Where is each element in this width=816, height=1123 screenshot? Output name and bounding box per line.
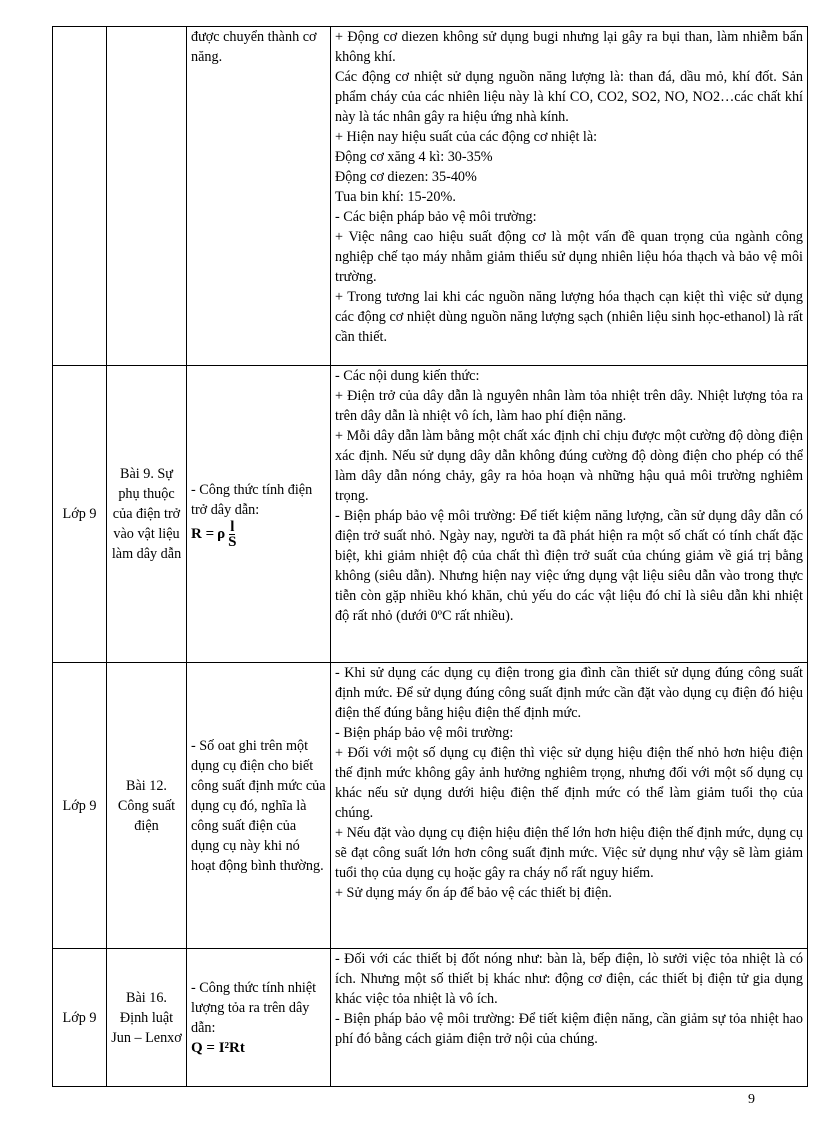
content-line: - Khi sử dụng các dụng cụ điện trong gia đình cần thiết sử dụng đúng công suất định mức. Để sử dụng đúng công suất định mức cần đặt vào dụng cụ điện đó hiệu điện thế đúng bằng hiệu điện thế định mức.	[335, 665, 803, 721]
content-line: - Biện pháp bảo vệ môi trường:	[335, 725, 514, 741]
content-line: + Hiện nay hiệu suất của các động cơ nhiệt là:	[335, 129, 598, 145]
content-line: + Trong tương lai khi các nguồn năng lượng hóa thạch cạn kiệt thì việc sử dụng các động cơ nhiệt dùng nguồn năng lượng sạch (nhiên liệu sinh học-ethanol) là rất cần thiết.	[335, 289, 803, 345]
content-line: - Các biện pháp bảo vệ môi trường:	[335, 209, 537, 225]
grade-cell: Lớp 9	[53, 949, 107, 1087]
content-line: - Các nội dung kiến thức:	[335, 368, 480, 384]
lesson-cell	[107, 27, 187, 366]
table-row	[53, 663, 808, 949]
lesson-cell: Bài 12. Công suất điện	[107, 663, 187, 949]
lesson-cell: Bài 16. Định luật Jun – Lenxơ	[107, 949, 187, 1087]
formula-rho: ρ	[217, 526, 226, 542]
content-line: + Mỗi dây dẫn làm bằng một chất xác định chỉ chịu được một cường độ dòng điện xác định. Nếu sử dụng dây dẫn không đúng cường độ dòng điện cho phép có thể làm dây dẫn nóng chảy, gây ra hỏa hoạn và những hậu quả môi trường nghiêm trọng.	[335, 428, 803, 504]
content-line: + Động cơ diezen không sử dụng bugi nhưng lại gây ra bụi than, làm nhiễm bẩn không khí.	[335, 29, 803, 65]
table-row	[53, 27, 808, 366]
lesson-cell: Bài 9. Sự phụ thuộc của điện trở vào vật liệu làm dây dẫn	[107, 366, 187, 663]
content-line: + Nếu đặt vào dụng cụ điện hiệu điện thế lớn hơn hiệu điện thế định mức, dụng cụ sẽ đạt công suất lớn hơn công suất định mức. Việc sử dụng như vậy sẽ làm giảm tuổi thọ của dụng cụ hoặc gây ra cháy nổ rất nguy hiểm.	[335, 825, 803, 881]
table-row	[53, 366, 808, 663]
content-cell	[331, 366, 808, 663]
content-line: + Điện trở của dây dẫn là nguyên nhân làm tỏa nhiệt trên dây. Nhiệt lượng tỏa ra trên dây dẫn là nhiệt vô ích, làm hao phí điện năng.	[335, 388, 803, 424]
concept-cell	[187, 366, 331, 663]
content-line: Động cơ diezen: 35-40%	[335, 169, 477, 185]
grade-cell	[53, 27, 107, 366]
concept-cell: - Số oat ghi trên một dụng cụ điện cho biết công suất định mức của dụng cụ đó, nghĩa là công suất điện của dụng cụ này khi nó hoạt động bình thường.	[187, 663, 331, 949]
lesson-table	[52, 26, 808, 1087]
resistance-formula	[191, 520, 237, 549]
content-line: + Sử dụng máy ổn áp để bảo vệ các thiết bị điện.	[335, 885, 612, 901]
content-line: Động cơ xăng 4 kì: 30-35%	[335, 149, 493, 165]
content-line: Tua bin khí: 15-20%.	[335, 189, 456, 205]
content-line: + Đối với một số dụng cụ điện thì việc sử dụng hiệu điện thế nhỏ hơn hiệu điện thế định mức không gây ảnh hưởng nghiêm trọng, nhưng đối với một số dụng cụ khác nếu sử dụng dưới hiệu điện thế định mức có thể làm giảm tuổi thọ của chúng.	[335, 745, 803, 821]
formula-lhs: R =	[191, 526, 215, 542]
content-cell	[331, 27, 808, 366]
page-number: 9	[748, 1092, 755, 1107]
heat-formula: Q = I²Rt	[191, 1039, 245, 1056]
formula-numerator: l	[230, 518, 235, 535]
concept-cell	[187, 949, 331, 1087]
content-line: - Biện pháp bảo vệ môi trường: Để tiết kiệm điện năng, cần giảm sự tỏa nhiệt hao phí đó bằng cách giảm điện trở nội của chúng.	[335, 1011, 803, 1047]
content-line: - Biện pháp bảo vệ môi trường: Để tiết kiệm năng lượng, cần sử dụng dây dẫn có điện trở suất nhỏ. Ngày nay, người ta đã phát hiện ra một số chất có tính chất đặc biệt, khi giảm nhiệt độ của chất thì điện trở suất của chúng giảm về giá trị bằng không (siêu dẫn). Nhưng hiện nay việc ứng dụng vật liệu siêu dẫn vào trong thực tiễn còn gặp nhiều khó khăn, chủ yếu do các vật liệu đó chỉ là siêu dẫn khi nhiệt độ rất nhỏ (dưới 0ºC rất nhiều).	[335, 508, 803, 624]
formula-denominator: S	[228, 533, 237, 550]
concept-text: - Công thức tính điện trở dây dẫn:	[191, 481, 313, 518]
content-cell	[331, 663, 808, 949]
grade-cell: Lớp 9	[53, 366, 107, 663]
content-line: - Đối với các thiết bị đốt nóng như: bàn là, bếp điện, lò sưởi việc tỏa nhiệt là có ích. Nhưng một số thiết bị khác như: động cơ điện, các thiết bị điện tử gia dụng khác việc tỏa nhiệt là vô ích.	[335, 951, 803, 1007]
content-line: Các động cơ nhiệt sử dụng nguồn năng lượng là: than đá, dầu mỏ, khí đốt. Sản phẩm cháy của các nhiên liệu này là khí CO, CO2, SO2, NO, NO2…các chất khí này là tác nhân gây ra hiệu ứng nhà kính.	[335, 69, 803, 125]
concept-text: - Công thức tính nhiệt lượng tỏa ra trên dây dẫn:	[191, 979, 317, 1036]
table-row	[53, 949, 808, 1087]
formula-fraction	[228, 520, 236, 549]
grade-cell: Lớp 9	[53, 663, 107, 949]
content-cell	[331, 949, 808, 1087]
concept-cell: được chuyển thành cơ năng.	[187, 27, 331, 366]
content-line: + Việc nâng cao hiệu suất động cơ là một vấn đề quan trọng của ngành công nghiệp chế tạo máy nhằm giảm thiểu sử dụng nhiên liệu hóa thạch và bảo vệ môi trường.	[335, 229, 803, 285]
